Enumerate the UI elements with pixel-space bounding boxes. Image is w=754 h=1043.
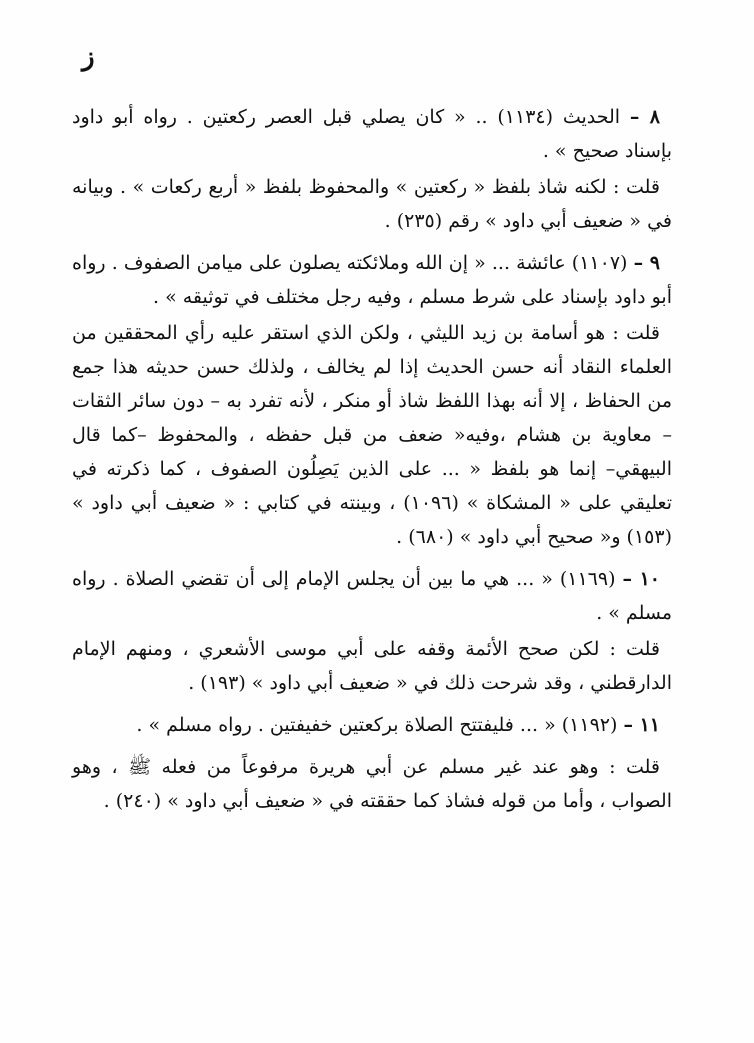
paragraph-text: قلت : لكن صحح الأئمة وقفه على أبي موسى الأشعري ، ومنهم الإمام الدارقطني ، وقد شرحت ذلك في « ضعيف أبي داود » (١٩٣) . (72, 638, 672, 694)
paragraph-text: قلت : وهو عند غير مسلم عن أبي هريرة مرفوعاً من فعله ﷺ ، وهو الصواب ، وأما من قوله فشاذ كما حققته في « ضعيف أبي داود » (٢٤٠) . (72, 756, 672, 812)
item-number: ١١ – (623, 714, 660, 736)
paragraph-hadith-9 (72, 246, 672, 314)
paragraph-hadith-8 (72, 100, 672, 168)
paragraph-text: الحديث (١١٣٤) .. « كان يصلي قبل العصر ركعتين . رواه أبو داود بإسناد صحيح » . (72, 106, 672, 162)
paragraph-text: قلت : هو أسامة بن زيد الليثي ، ولكن الذي استقر عليه رأي المحققين من العلماء النقاد أنه حسن الحديث إذا لم يخالف ، ولذلك حسن حديثه هذا جمع من الحفاظ ، إلا أنه بهذا اللفظ شاذ أو منكر ، لأنه تفرد به – دون سائر الثقات – معاوية بن هشام ،وفيه« ضعف من قبل حفظه ، والمحفوظ –كما قال البيهقي– إنما هو بلفظ « ... على الذين يَصِلُون الصفوف ، كما ذكرته في تعليقي على « المشكاة » (١٠٩٦) ، وبينته في كتابي : « ضعيف أبي داود » (١٥٣) و« صحيح أبي داود » (٦٨٠) . (72, 322, 672, 548)
paragraph-hadith-11 (72, 708, 672, 742)
paragraph-text: (١١٦٩) « ... هي ما بين أن يجلس الإمام إلى أن تقضي الصلاة . رواه مسلم » . (72, 568, 672, 624)
page-marker: ز (82, 42, 95, 72)
paragraph-comment-11 (72, 750, 672, 818)
paragraph-comment-10 (72, 632, 672, 700)
item-number: ٨ – (629, 106, 661, 128)
paragraph-text: (١١٠٧) عائشة ... « إن الله وملائكته يصلون على ميامن الصفوف . رواه أبو داود بإسناد على شرط مسلم ، وفيه رجل مختلف في توثيقه » . (72, 252, 672, 308)
paragraph-hadith-10 (72, 562, 672, 630)
paragraph-comment-8 (72, 170, 672, 238)
document-body (72, 100, 672, 818)
item-number: ٩ – (633, 252, 660, 274)
paragraph-text: قلت : لكنه شاذ بلفظ « ركعتين » والمحفوظ بلفظ « أربع ركعات » . وبيانه في « ضعيف أبي داود » رقم (٢٣٥) . (72, 176, 672, 232)
paragraph-comment-9 (72, 316, 672, 554)
paragraph-text: (١١٩٢) « ... فليفتتح الصلاة بركعتين خفيفتين . رواه مسلم » . (136, 714, 618, 736)
item-number: ١٠ – (622, 568, 661, 590)
